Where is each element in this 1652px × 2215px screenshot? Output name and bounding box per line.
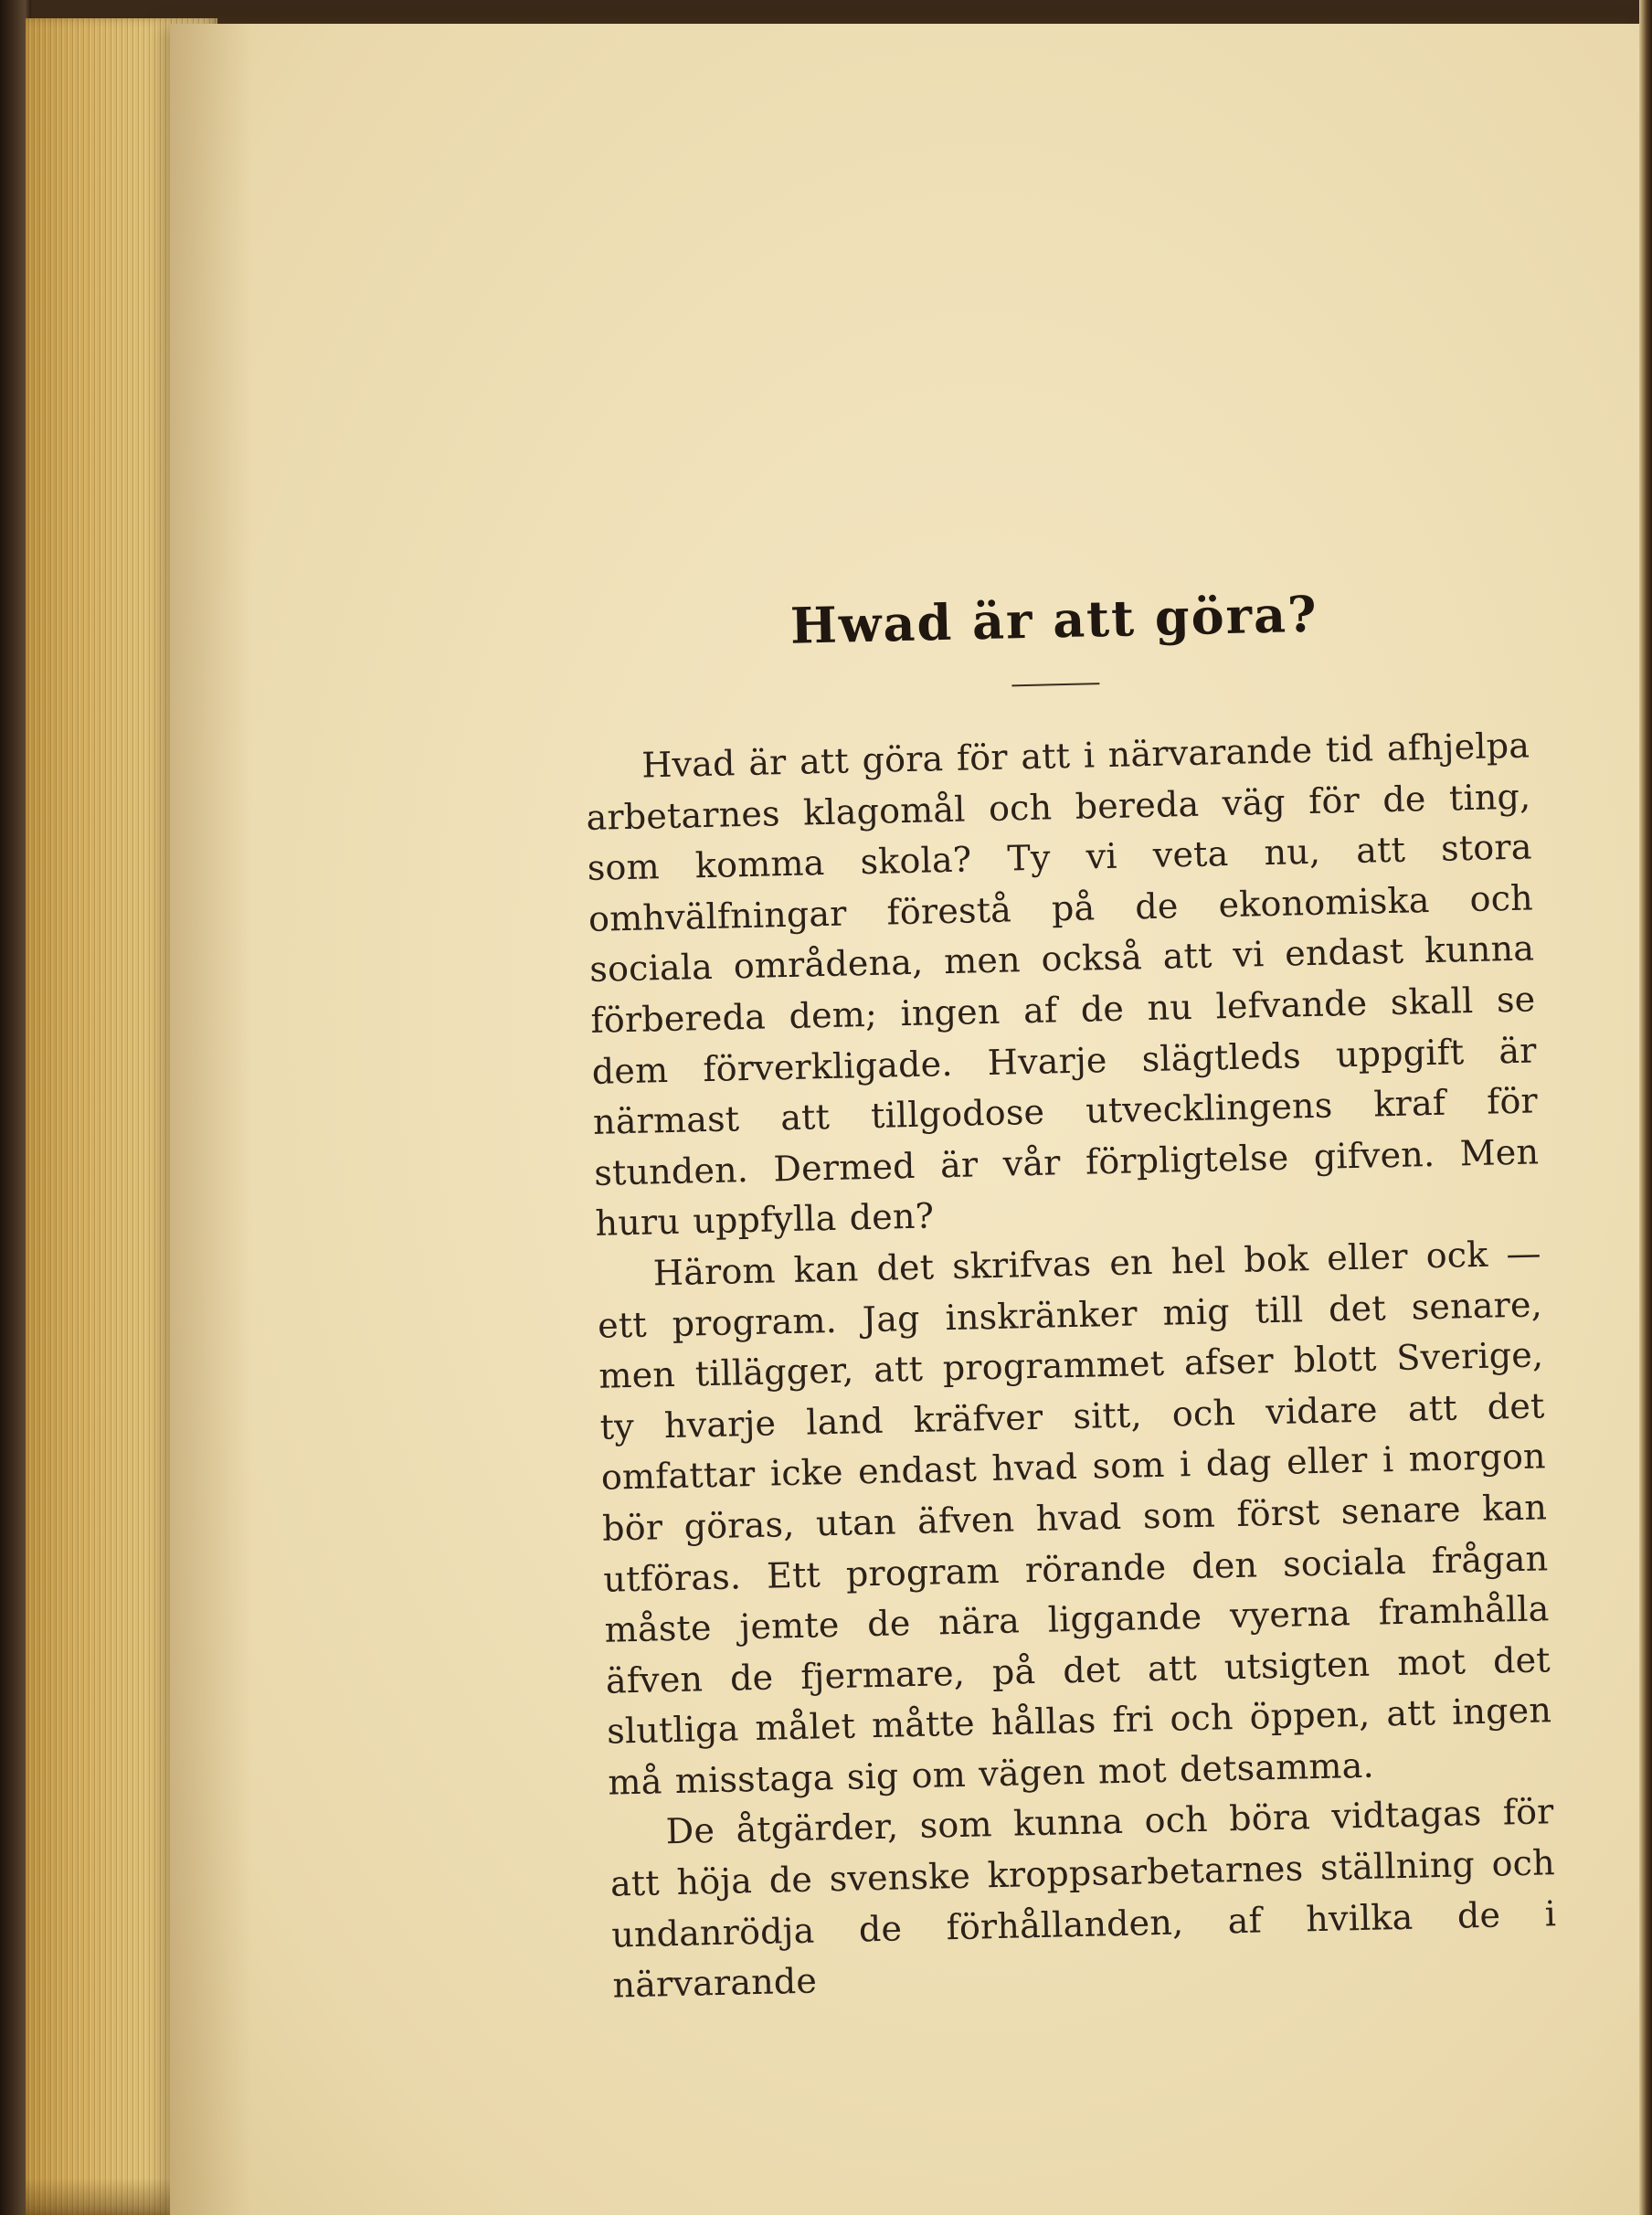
paragraph-1: Hvad är att göra för att i närvarande tid afhjelpa arbetarnes klagomål och bereda väg för de ting, som komma skola? Ty vi veta nu, att stora omhvälfningar förestå på de ekonomiska och sociala områdena, men också att vi endast kunna förbereda dem; ingen af de nu lefvande skall se dem förverkligade. Hvarje slägtleds uppgift är närmast att tillgodose utvecklingens kraf för stunden. Dermed är vår förpligtelse gifven. Men huru uppfylla den? bbox=[586, 725, 1540, 1245]
page-text-block bbox=[581, 573, 1558, 2012]
title-rule bbox=[1011, 683, 1099, 686]
page-right-edge bbox=[1639, 0, 1652, 2215]
page-title: Hwad är att göra? bbox=[789, 584, 1319, 655]
paragraph-3: De åtgärder, som kunna och böra vidtagas för att höja de svenske kroppsarbetarnes ställning och undanrödja de förhållanden, af hvilka de i närvarande bbox=[609, 1791, 1557, 2006]
paragraph-2: Härom kan det skrifvas en hel bok eller ock — ett program. Jag inskränker mig till det senare, men tillägger, att programmet afser blott Sverige, ty hvarje land kräfver sitt, och vidare att det omfattar icke endast hvad som i dag eller i morgon bör göras, utan äfven hvad som först senare kan utföras. Ett program rörande den sociala frågan måste jemte de nära liggande vyerna framhålla äfven de fjermare, på det att utsigten mot det slutliga målet måtte hållas fri och öppen, att ingen må misstaga sig om vägen mot detsamma. bbox=[597, 1233, 1552, 1803]
